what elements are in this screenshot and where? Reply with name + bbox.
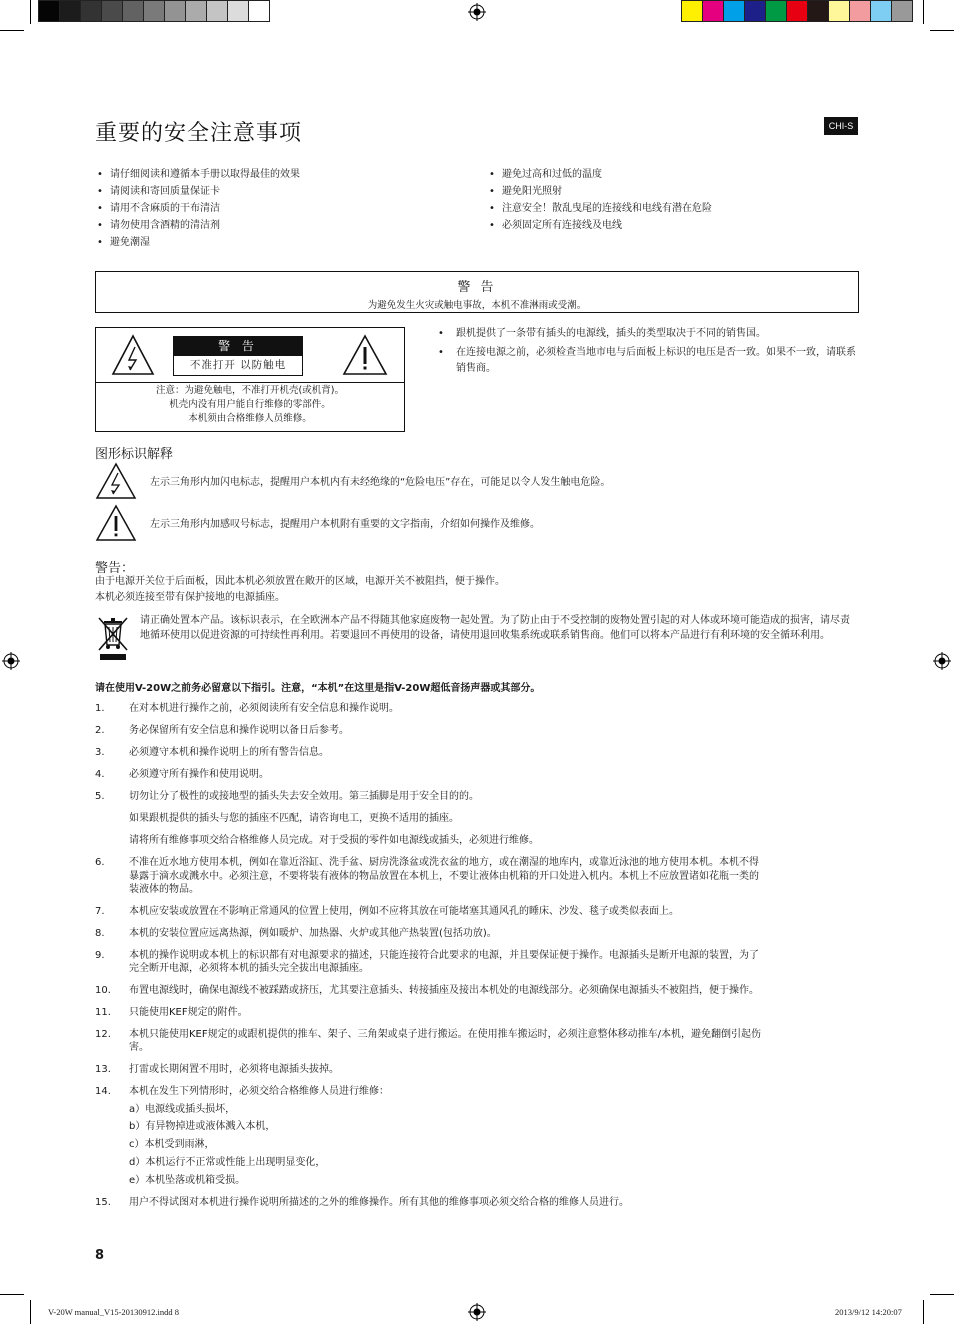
instruction-number: 4. — [95, 769, 105, 780]
intro-list-left — [95, 166, 475, 251]
wheelie-bin-crossed-icon — [96, 614, 130, 662]
list-item: • 请勿使用含酒精的清洁剂 — [95, 217, 475, 234]
registration-mark-icon — [2, 652, 20, 670]
exclamation-symbol-text: 左示三角形内加感叹号标志，提醒用户本机附有重要的文字指南，介绍如何操作及维修。 — [150, 519, 540, 530]
instruction-line: a）电源线或插头损坏， — [129, 1104, 236, 1115]
color-swatch — [892, 0, 913, 22]
instruction-line: 完全断开电源，必须将本机的插头完全拔出电源插座。 — [129, 963, 369, 974]
caution-line: 机壳内没有用户能自行维修的零部件。 — [169, 399, 331, 410]
warning-box — [95, 271, 859, 313]
color-swatch — [60, 0, 81, 22]
grayscale-bar — [38, 0, 270, 22]
caution-box-text — [96, 384, 404, 426]
instruction-text — [129, 1103, 855, 1116]
instruction-line: 暴露于滴水或溅水中。必须注意，不要将装有液体的物品放置在本机上，不要让液体由机箱的开口处进入机内。本机上不应放置诸如花瓶一类的 — [129, 870, 759, 882]
instruction-line: 打雷或长期闲置不用时，必须将电源插头拔掉。 — [129, 1064, 339, 1075]
instruction-text — [129, 1174, 855, 1187]
color-swatch — [123, 0, 144, 22]
instruction-text — [129, 812, 855, 825]
lightning-warning-icon — [111, 333, 155, 377]
instruction-line: 必须遵守本机和操作说明上的所有警告信息。 — [129, 747, 329, 758]
list-item: • 注意安全！散乱曳尾的连接线和电线有潜在危险 — [487, 200, 857, 217]
instruction-text — [129, 768, 855, 781]
crop-mark — [923, 1300, 924, 1324]
color-swatch — [186, 0, 207, 22]
instruction-text — [129, 905, 855, 918]
instruction-line: 本机在发生下列情形时，必须交给合格维修人员进行维修： — [129, 1086, 389, 1097]
list-item: • 避免过高和过低的温度 — [487, 166, 857, 183]
instruction-text — [129, 1006, 855, 1019]
page-title: 重要的安全注意事项 — [95, 121, 303, 146]
instruction-line: 本机的操作说明或本机上的标识都有对电源要求的描述，只能连接符合此要求的电源，并且要保证便于操作。电源插头是断开电源的装置，为了 — [129, 950, 759, 961]
caution-box-header — [96, 328, 404, 383]
instruction-text — [129, 927, 855, 940]
page-number: 8 — [95, 1248, 105, 1263]
instruction-number: 12. — [95, 1029, 111, 1040]
instruction-number: 15. — [95, 1197, 111, 1208]
list-item: • 避免潮湿 — [95, 234, 475, 251]
instruction-line: 请将所有维修事项交给合格维修人员完成。对于受损的零件如电源线或插头，必须进行维修。 — [129, 835, 539, 846]
color-swatch — [38, 0, 60, 22]
list-item: • 跟机提供了一条带有插头的电源线，插头的类型取决于不同的销售国。 — [437, 326, 857, 342]
color-swatch — [829, 0, 850, 22]
symbols-heading: 图形标识解释 — [95, 447, 174, 462]
color-swatch — [249, 0, 270, 22]
color-bar — [681, 0, 913, 22]
instruction-text — [129, 724, 855, 737]
list-item: • 在连接电源之前，必须检查当地市电与后面板上标识的电压是否一致。如果不一致，请联系销售商。 — [437, 345, 857, 377]
instruction-line: d）本机运行不正常或性能上出现明显变化， — [129, 1157, 326, 1168]
instruction-text — [129, 1120, 855, 1133]
instruction-line: b）有异物掉进或液体溅入本机， — [129, 1121, 276, 1132]
caution-line: 本机须由合格维修人员维修。 — [188, 413, 312, 424]
instruction-text — [129, 984, 855, 997]
instruction-line: 本机的安装位置应远离热源，例如暖炉、加热器、火炉或其他产热装置(包括功放)。 — [129, 928, 497, 939]
instruction-text — [129, 856, 855, 897]
caution-box — [95, 327, 405, 432]
instruction-number: 11. — [95, 1007, 111, 1018]
instruction-text — [129, 949, 855, 975]
instruction-text — [129, 1028, 855, 1054]
instruction-number: 2. — [95, 725, 105, 736]
instruction-line: 在对本机进行操作之前，必须阅读所有安全信息和操作说明。 — [129, 703, 399, 714]
crop-mark — [923, 0, 924, 24]
instruction-text — [129, 1063, 855, 1077]
exclamation-warning-icon — [95, 504, 137, 542]
instruction-line: 必须遵守所有操作和使用说明。 — [129, 769, 269, 780]
list-item: • 请仔细阅读和遵循本手册以取得最佳的效果 — [95, 166, 475, 183]
color-swatch — [81, 0, 102, 22]
color-swatch — [165, 0, 186, 22]
color-swatch — [871, 0, 892, 22]
color-swatch — [102, 0, 123, 22]
caution-line: 由于电源开关位于后面板，因此本机必须放置在敞开的区域，电源开关不被阻挡，便于操作。 — [95, 576, 505, 587]
caution-badge — [173, 336, 303, 376]
instruction-line: e）本机坠落或机箱受损。 — [129, 1175, 246, 1186]
crop-mark — [930, 1294, 954, 1295]
instruction-line: 切勿让分了极性的或接地型的插头失去安全效用。第三插脚是用于安全目的的。 — [129, 791, 479, 802]
instruction-text — [129, 834, 855, 847]
color-swatch — [144, 0, 165, 22]
caution-heading: 警告： — [95, 561, 135, 576]
instruction-text — [129, 1156, 855, 1169]
list-item: • 请阅读和寄回质量保证卡 — [95, 183, 475, 200]
instruction-text — [129, 790, 855, 803]
caution-badge-title: 警 告 — [174, 337, 302, 356]
instruction-line: 用户不得试图对本机进行操作说明所描述的之外的维修操作。所有其他的维修事项必须交给合格的维修人员进行。 — [129, 1197, 629, 1208]
footer-filename: V-20W manual_V15-20130912.indd 8 — [48, 1307, 180, 1317]
power-notes-list — [437, 326, 857, 380]
warning-heading: 警 告 — [457, 280, 497, 295]
crop-mark — [0, 1294, 24, 1295]
instruction-text — [129, 702, 855, 715]
color-swatch — [808, 0, 829, 22]
instruction-line: c）本机受到雨淋， — [129, 1139, 215, 1150]
caution-line: 本机必须连接至带有保护接地的电源插座。 — [95, 592, 285, 603]
instruction-text — [129, 1085, 855, 1098]
instruction-number: 8. — [95, 928, 105, 939]
lightning-warning-icon — [95, 462, 137, 500]
instruction-number: 10. — [95, 985, 111, 996]
instruction-text — [129, 1196, 855, 1209]
color-swatch — [724, 0, 745, 22]
instruction-text — [129, 1138, 855, 1151]
instruction-line: 本机只能使用KEF规定的或跟机提供的推车、架子、三角架或桌子进行搬运。在使用推车搬运时，必须注意整体移动推车/本机，避免翻倒引起伤 — [129, 1029, 761, 1040]
intro-list-right — [487, 166, 857, 234]
color-swatch — [850, 0, 871, 22]
caution-text — [95, 574, 857, 606]
crop-mark — [930, 30, 954, 31]
color-swatch — [681, 0, 703, 22]
crop-mark — [30, 1300, 31, 1324]
registration-mark-icon — [933, 652, 951, 670]
color-swatch — [207, 0, 228, 22]
color-swatch — [787, 0, 808, 22]
crop-mark — [0, 30, 24, 31]
instruction-line: 务必保留所有安全信息和操作说明以备日后参考。 — [129, 725, 349, 736]
footer-timestamp: 2013/9/12 14:20:07 — [835, 1307, 902, 1317]
caution-line: 注意：为避免触电，不准打开机壳(或机背)。 — [156, 385, 344, 396]
list-item: • 避免阳光照射 — [487, 183, 857, 200]
weee-text: 请正确处置本产品。该标识表示，在全欧洲本产品不得随其他家庭废物一起处置。为了防止由于不受控制的废物处置引起的对人体或环境可能造成的损害，请尽责地循环使用以促进资源的可持续性再利用。若要退回不再使用的设备，请使用退回收集系统或联系销售商。他们可以将本产品进行有利环境的安全循环利用。 — [140, 615, 850, 641]
instruction-line: 布置电源线时，确保电源线不被踩踏或挤压，尤其要注意插头、转接插座及接出本机处的电源线部分。必须确保电源插头不被阻挡，便于操作。 — [129, 985, 759, 996]
color-swatch — [703, 0, 724, 22]
instruction-line: 害。 — [129, 1042, 149, 1053]
instruction-line: 只能使用KEF规定的附件。 — [129, 1007, 248, 1018]
instruction-number: 1. — [95, 703, 105, 714]
instruction-number: 13. — [95, 1064, 111, 1075]
crop-mark — [30, 0, 31, 24]
color-swatch — [766, 0, 787, 22]
instruction-line: 本机应安装或放置在不影响正常通风的位置上使用，例如不应将其放在可能堵塞其通风孔的睡床、沙发、毯子或类似表面上。 — [129, 906, 679, 917]
warning-text: 为避免发生火灾或触电事故，本机不准淋雨或受潮。 — [367, 300, 587, 311]
instruction-line: 装液体的物品。 — [129, 884, 199, 895]
instruction-number: 7. — [95, 906, 105, 917]
instruction-number: 9. — [95, 950, 105, 961]
instruction-number: 14. — [95, 1086, 111, 1097]
color-swatch — [745, 0, 766, 22]
instruction-number: 6. — [95, 857, 105, 868]
color-swatch — [228, 0, 249, 22]
instructions-heading: 请在使用V-20W之前务必留意以下指引。注意，“本机”在这里是指V-20W超低音扬声器或其部分。 — [95, 683, 541, 694]
caution-badge-text: 不准打开 以防触电 — [189, 359, 287, 371]
exclamation-warning-icon — [342, 333, 388, 377]
lightning-symbol-text: 左示三角形内加闪电标志，提醒用户本机内有未经绝缘的“危险电压”存在，可能足以令人发生触电危险。 — [150, 477, 611, 488]
instruction-line: 不准在近水地方使用本机，例如在靠近浴缸、洗手盆、厨房洗涤盆或洗衣盆的地方，或在潮湿的地库内，或靠近泳池的地方使用本机。本机不得 — [129, 857, 759, 868]
instruction-line: 如果跟机提供的插头与您的插座不匹配，请咨询电工，更换不适用的插座。 — [129, 813, 459, 824]
instruction-number: 3. — [95, 747, 105, 758]
registration-mark-icon — [468, 3, 486, 21]
language-badge: CHI-S — [824, 117, 858, 135]
list-item: • 请用不含麻质的干布清洁 — [95, 200, 475, 217]
registration-mark-icon — [468, 1303, 486, 1321]
instruction-number: 5. — [95, 791, 105, 802]
list-item: • 必须固定所有连接线及电线 — [487, 217, 857, 234]
instruction-text — [129, 746, 855, 759]
